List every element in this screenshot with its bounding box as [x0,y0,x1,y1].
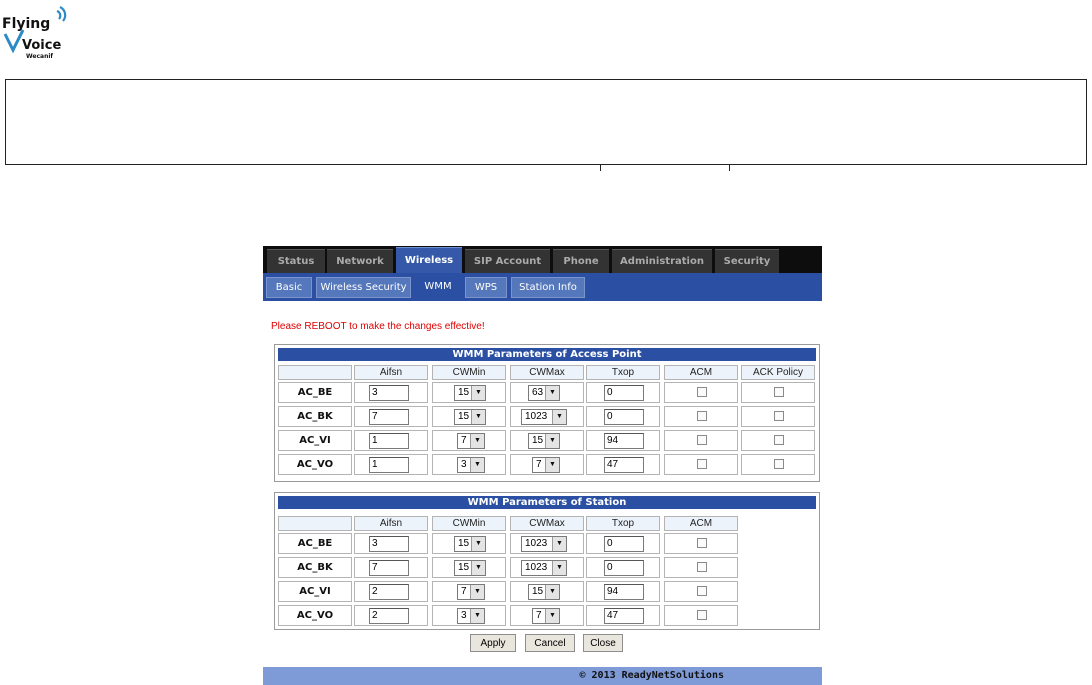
cell [586,533,660,554]
tab-wireless[interactable]: Wireless [396,247,462,273]
cwmax-select[interactable] [528,385,560,401]
row-label: AC_VI [278,581,352,602]
header-cwmax: CWMax [510,365,584,380]
cell [432,406,506,427]
cell [354,557,428,578]
divider-tick [729,164,730,171]
cell [664,382,738,403]
cell [741,406,815,427]
cwmax-select[interactable] [532,457,560,473]
select-value: 3 [461,459,467,470]
ack-policy-checkbox[interactable] [774,411,784,421]
station-panel-title: WMM Parameters of Station [278,496,816,509]
cell [432,533,506,554]
cwmin-select[interactable] [457,457,485,473]
cell [510,605,584,626]
cell [354,382,428,403]
header-cwmax: CWMax [510,516,584,531]
cell [354,406,428,427]
cwmin-select[interactable] [454,409,486,425]
cell [664,557,738,578]
divider-tick [600,164,601,171]
cell [741,454,815,475]
chevron-down-icon: ▼ [552,561,566,575]
select-value: 15 [458,387,470,398]
chevron-down-icon: ▼ [545,434,559,448]
cell [432,605,506,626]
aifsn-input[interactable]: 2 [369,608,409,624]
tab-sip-account[interactable]: SIP Account [465,249,550,273]
header-blank [278,365,352,380]
cell [741,382,815,403]
cell [586,557,660,578]
subtab-wireless-security[interactable]: Wireless Security [316,277,411,298]
acm-checkbox[interactable] [697,586,707,596]
aifsn-input[interactable]: 7 [369,409,409,425]
row-label: AC_VO [278,605,352,626]
cell [354,454,428,475]
acm-checkbox[interactable] [697,387,707,397]
aifsn-input[interactable]: 2 [369,584,409,600]
header-txop: Txop [586,365,660,380]
cell [510,454,584,475]
station-wmm-panel [274,492,820,630]
select-value: 15 [532,586,544,597]
cell [664,581,738,602]
select-value: 15 [458,538,470,549]
logo-text-voice: Voice [22,38,62,53]
cell [432,454,506,475]
subtab-basic[interactable]: Basic [266,277,312,298]
txop-input[interactable]: 0 [604,409,644,425]
cell [664,430,738,451]
reboot-notice: Please REBOOT to make the changes effective! [271,321,485,332]
acm-checkbox[interactable] [697,435,707,445]
cell [586,581,660,602]
main-nav [263,246,822,273]
subtab-wmm[interactable]: WMM [415,275,461,298]
acm-checkbox[interactable] [697,411,707,421]
cancel-button[interactable]: Cancel [525,634,575,652]
header-txop: Txop [586,516,660,531]
cell [586,605,660,626]
cell [354,581,428,602]
cell [510,581,584,602]
cell [432,430,506,451]
acm-checkbox[interactable] [697,459,707,469]
flyingvoice-logo [2,4,74,62]
cell [354,605,428,626]
chevron-down-icon: ▼ [552,410,566,424]
select-value: 15 [458,562,470,573]
aifsn-input[interactable]: 1 [369,433,409,449]
cwmax-select[interactable] [528,433,560,449]
cell [664,454,738,475]
header-cwmin: CWMin [432,365,506,380]
cell [664,533,738,554]
cell [586,382,660,403]
txop-input[interactable]: 94 [604,433,644,449]
cwmin-select[interactable] [457,433,485,449]
row-label: AC_VI [278,430,352,451]
chevron-down-icon: ▼ [470,585,484,599]
cwmin-select[interactable] [454,385,486,401]
subtab-wps[interactable]: WPS [465,277,507,298]
cell [586,430,660,451]
ack-policy-checkbox[interactable] [774,435,784,445]
apply-button[interactable]: Apply [470,634,516,652]
select-value: 7 [536,459,542,470]
acm-checkbox[interactable] [697,562,707,572]
cell [510,430,584,451]
select-value: 3 [461,610,467,621]
row-label: AC_BK [278,406,352,427]
txop-input[interactable]: 0 [604,536,644,552]
chevron-down-icon: ▼ [470,458,484,472]
cell [510,557,584,578]
row-label: AC_BE [278,533,352,554]
select-value: 1023 [525,538,548,549]
cell [510,406,584,427]
txop-input[interactable]: 0 [604,560,644,576]
cwmin-select[interactable] [454,560,486,576]
txop-input[interactable]: 47 [604,457,644,473]
row-label: AC_VO [278,454,352,475]
aifsn-input[interactable]: 7 [369,560,409,576]
chevron-down-icon: ▼ [470,609,484,623]
header-ack-policy: ACK Policy [741,365,815,380]
cwmax-select[interactable] [521,560,567,576]
cell [664,406,738,427]
cell [354,533,428,554]
cell [432,557,506,578]
cell [432,581,506,602]
chevron-down-icon: ▼ [545,609,559,623]
cwmin-select[interactable] [457,584,485,600]
logo-text-tagline: Wecanif [26,53,54,60]
tab-phone[interactable]: Phone [553,249,609,273]
header-frame [5,79,1087,165]
cell [586,406,660,427]
tab-network[interactable]: Network [327,249,393,273]
txop-input[interactable]: 47 [604,608,644,624]
chevron-down-icon: ▼ [545,585,559,599]
router-config-app [263,246,822,685]
header-acm: ACM [664,365,738,380]
cell [664,605,738,626]
aifsn-input[interactable]: 3 [369,385,409,401]
tab-administration[interactable]: Administration [612,249,712,273]
select-value: 7 [461,586,467,597]
select-value: 63 [532,387,544,398]
cell [354,430,428,451]
cell [510,533,584,554]
aifsn-input[interactable]: 1 [369,457,409,473]
cwmax-select[interactable] [532,608,560,624]
select-value: 7 [461,435,467,446]
header-acm: ACM [664,516,738,531]
cell [741,430,815,451]
select-value: 15 [532,435,544,446]
cwmin-select[interactable] [454,536,486,552]
close-button[interactable]: Close [583,634,623,652]
header-cwmin: CWMin [432,516,506,531]
sub-nav [263,273,822,301]
cwmax-select[interactable] [521,536,567,552]
ap-panel-title: WMM Parameters of Access Point [278,348,816,361]
chevron-down-icon: ▼ [545,386,559,400]
chevron-down-icon: ▼ [552,537,566,551]
cwmin-select[interactable] [457,608,485,624]
row-label: AC_BE [278,382,352,403]
subtab-station-info[interactable]: Station Info [511,277,585,298]
row-label: AC_BK [278,557,352,578]
select-value: 1023 [525,562,548,573]
header-aifsn: Aifsn [354,516,428,531]
cwmax-select[interactable] [528,584,560,600]
select-value: 15 [458,411,470,422]
acm-checkbox[interactable] [697,538,707,548]
tab-status[interactable]: Status [267,249,325,273]
footer-copyright: © 2013 ReadyNetSolutions [263,667,822,685]
chevron-down-icon: ▼ [471,386,485,400]
txop-input[interactable]: 94 [604,584,644,600]
cell [586,454,660,475]
cell [432,382,506,403]
chevron-down-icon: ▼ [545,458,559,472]
chevron-down-icon: ▼ [471,537,485,551]
select-value: 7 [536,610,542,621]
chevron-down-icon: ▼ [471,561,485,575]
cell [510,382,584,403]
tab-security[interactable]: Security [715,249,779,273]
txop-input[interactable]: 0 [604,385,644,401]
select-value: 1023 [525,411,548,422]
ack-policy-checkbox[interactable] [774,387,784,397]
acm-checkbox[interactable] [697,610,707,620]
logo-text-flying: Flying [2,16,51,32]
ack-policy-checkbox[interactable] [774,459,784,469]
cwmax-select[interactable] [521,409,567,425]
aifsn-input[interactable]: 3 [369,536,409,552]
chevron-down-icon: ▼ [470,434,484,448]
ap-wmm-panel [274,344,820,482]
header-aifsn: Aifsn [354,365,428,380]
header-blank [278,516,352,531]
chevron-down-icon: ▼ [471,410,485,424]
